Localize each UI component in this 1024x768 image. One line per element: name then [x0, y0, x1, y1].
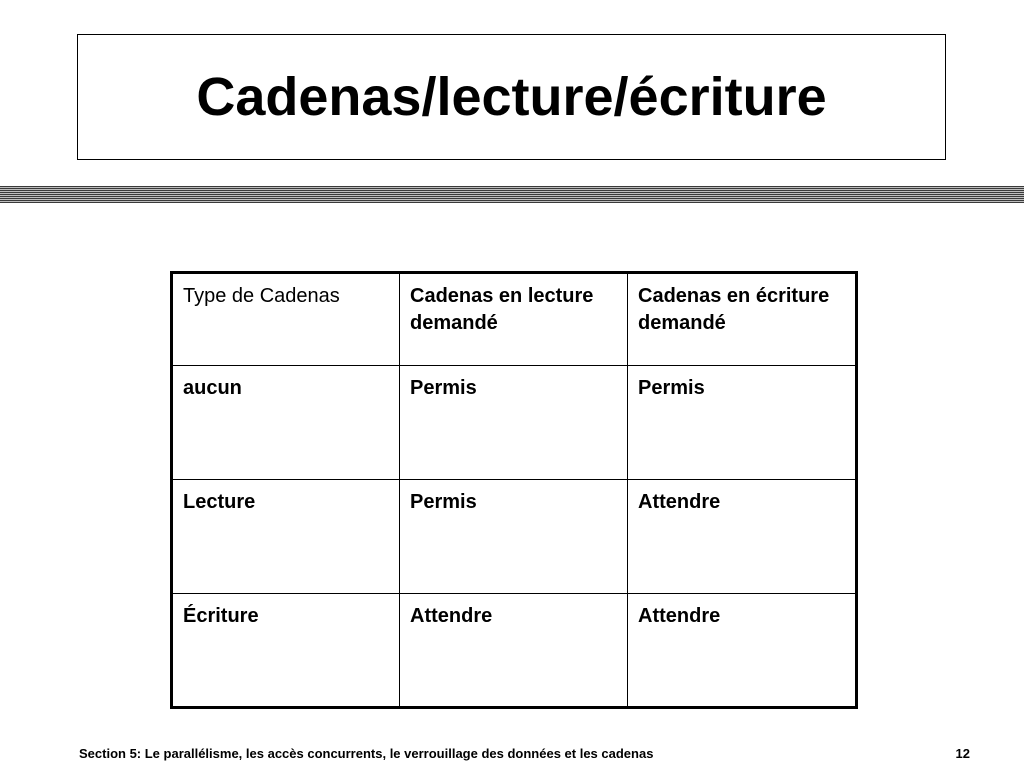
table-row — [172, 480, 857, 594]
table-cell: Attendre — [628, 480, 857, 594]
table-cell: Permis — [400, 366, 628, 480]
header-cell-lock-type: Type de Cadenas — [172, 273, 400, 366]
table-cell: Attendre — [400, 594, 628, 708]
table-row — [172, 366, 857, 480]
table-cell: Permis — [628, 366, 857, 480]
table-row — [172, 594, 857, 708]
title-box — [77, 34, 946, 160]
slide-title: Cadenas/lecture/écriture — [196, 67, 827, 127]
hatched-divider — [0, 186, 1024, 203]
page-number: 12 — [955, 746, 970, 761]
table-cell: Attendre — [628, 594, 857, 708]
table-cell: aucun — [172, 366, 400, 480]
table-cell: Permis — [400, 480, 628, 594]
header-cell-read-lock: Cadenas en lecture demandé — [400, 273, 628, 366]
table-header-row — [172, 273, 857, 366]
lock-compatibility-table — [170, 271, 858, 709]
table-cell: Écriture — [172, 594, 400, 708]
header-cell-write-lock: Cadenas en écriture demandé — [628, 273, 857, 366]
table-cell: Lecture — [172, 480, 400, 594]
slide-footer: Section 5: Le parallélisme, les accès concurrents, le verrouillage des données et les cadenas — [79, 746, 654, 761]
